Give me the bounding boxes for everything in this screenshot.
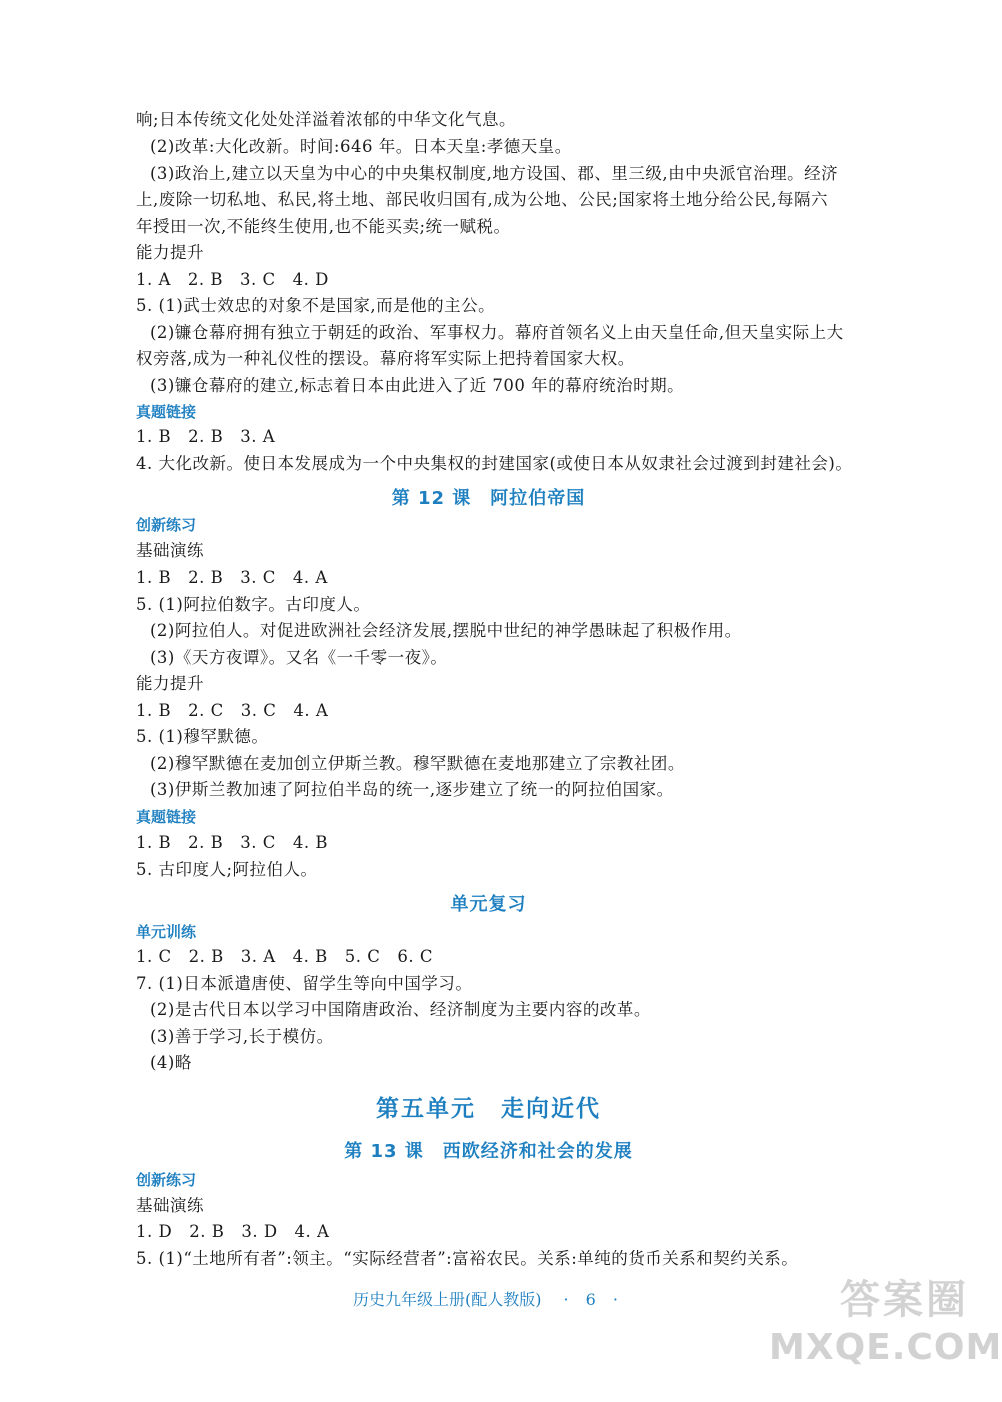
text-line: 年授田一次,不能终生使用,也不能买卖;统一赋税。 xyxy=(136,217,511,236)
text-line: (3)《天方夜谭》。又名《一千零一夜》。 xyxy=(150,648,448,667)
lesson-title: 第 12 课 阿拉伯帝国 xyxy=(391,488,586,509)
subheading-chuangxin: 创新练习 xyxy=(136,1171,197,1189)
text-line: 权旁落,成为一种礼仪性的摆设。幕府将军实际上把持着国家大权。 xyxy=(136,349,635,368)
text-line: 5. (1)武士效忠的对象不是国家,而是他的主公。 xyxy=(136,296,496,315)
watermark-logo xyxy=(769,1274,1002,1394)
text-line: 4. 大化改新。使日本发展成为一个中央集权的封建国家(或使日本从奴隶社会过渡到封建社会)。 xyxy=(136,454,853,473)
subheading-danyuan: 单元训练 xyxy=(136,923,197,941)
unit-review-title: 单元复习 xyxy=(450,894,527,915)
text-line: 响;日本传统文化处处洋溢着浓郁的中华文化气息。 xyxy=(136,110,517,129)
answer-line: 1. A 2. B 3. C 4. D xyxy=(136,270,329,289)
watermark-text: 答案圈 xyxy=(840,1277,969,1323)
text-line: 5. (1)“土地所有者”:领主。“实际经营者”:富裕农民。关系:单纯的货币关系和契约关系。 xyxy=(136,1249,799,1268)
section-heading: 基础演练 xyxy=(136,541,204,560)
section-heading: 能力提升 xyxy=(136,243,204,262)
footer-book-title: 历史九年级上册(配人教版) xyxy=(352,1290,542,1309)
text-line: (2)穆罕默德在麦加创立伊斯兰教。穆罕默德在麦地那建立了宗教社团。 xyxy=(150,754,685,773)
answer-line: 1. B 2. C 3. C 4. A xyxy=(136,701,329,720)
lesson-title: 第 13 课 西欧经济和社会的发展 xyxy=(344,1141,633,1162)
answer-line: 1. B 2. B 3. A xyxy=(136,427,276,446)
section-heading: 能力提升 xyxy=(136,674,204,693)
answer-line: 1. B 2. B 3. C 4. B xyxy=(136,833,328,852)
text-line: 5. (1)穆罕默德。 xyxy=(136,727,269,746)
text-line: (2)阿拉伯人。对促进欧洲社会经济发展,摆脱中世纪的神学愚昧起了积极作用。 xyxy=(150,621,742,640)
text-line: (2)改革:大化改新。时间:646 年。日本天皇:孝德天皇。 xyxy=(150,137,572,156)
watermark-domain: MXQE.COM xyxy=(769,1327,1002,1368)
subheading-chuangxin: 创新练习 xyxy=(136,516,197,534)
answer-line: 1. B 2. B 3. C 4. A xyxy=(136,568,328,587)
text-line: (2)是古代日本以学习中国隋唐政治、经济制度为主要内容的改革。 xyxy=(150,1000,651,1019)
text-line: 上,废除一切私地、私民,将土地、部民收归国有,成为公地、公民;国家将土地分给公民,每隔六 xyxy=(136,190,829,209)
text-line: (3)伊斯兰教加速了阿拉伯半岛的统一,逐步建立了统一的阿拉伯国家。 xyxy=(150,780,674,799)
text-line: (3)镰仓幕府的建立,标志着日本由此进入了近 700 年的幕府统治时期。 xyxy=(150,376,685,395)
answer-line: 1. C 2. B 3. A 4. B 5. C 6. C xyxy=(136,947,433,966)
text-line: 7. (1)日本派遣唐使、留学生等向中国学习。 xyxy=(136,974,473,993)
text-line: (3)政治上,建立以天皇为中心的中央集权制度,地方设国、郡、里三级,由中央派官治理。经济 xyxy=(150,164,839,183)
page-number: · 6 · xyxy=(563,1290,625,1309)
text-line: (3)善于学习,长于模仿。 xyxy=(150,1027,334,1046)
text-line: 5. 古印度人;阿拉伯人。 xyxy=(136,860,318,879)
text-line: 5. (1)阿拉伯数字。古印度人。 xyxy=(136,595,371,614)
subheading-zhenti: 真题链接 xyxy=(136,403,197,421)
subheading-zhenti: 真题链接 xyxy=(136,808,197,826)
answer-line: 1. D 2. B 3. D 4. A xyxy=(136,1222,330,1241)
text-line: (4)略 xyxy=(150,1053,192,1072)
section-heading: 基础演练 xyxy=(136,1196,204,1215)
unit-title: 第五单元 走向近代 xyxy=(376,1096,601,1122)
text-line: (2)镰仓幕府拥有独立于朝廷的政治、军事权力。幕府首领名义上由天皇任命,但天皇实际上大 xyxy=(150,323,844,342)
